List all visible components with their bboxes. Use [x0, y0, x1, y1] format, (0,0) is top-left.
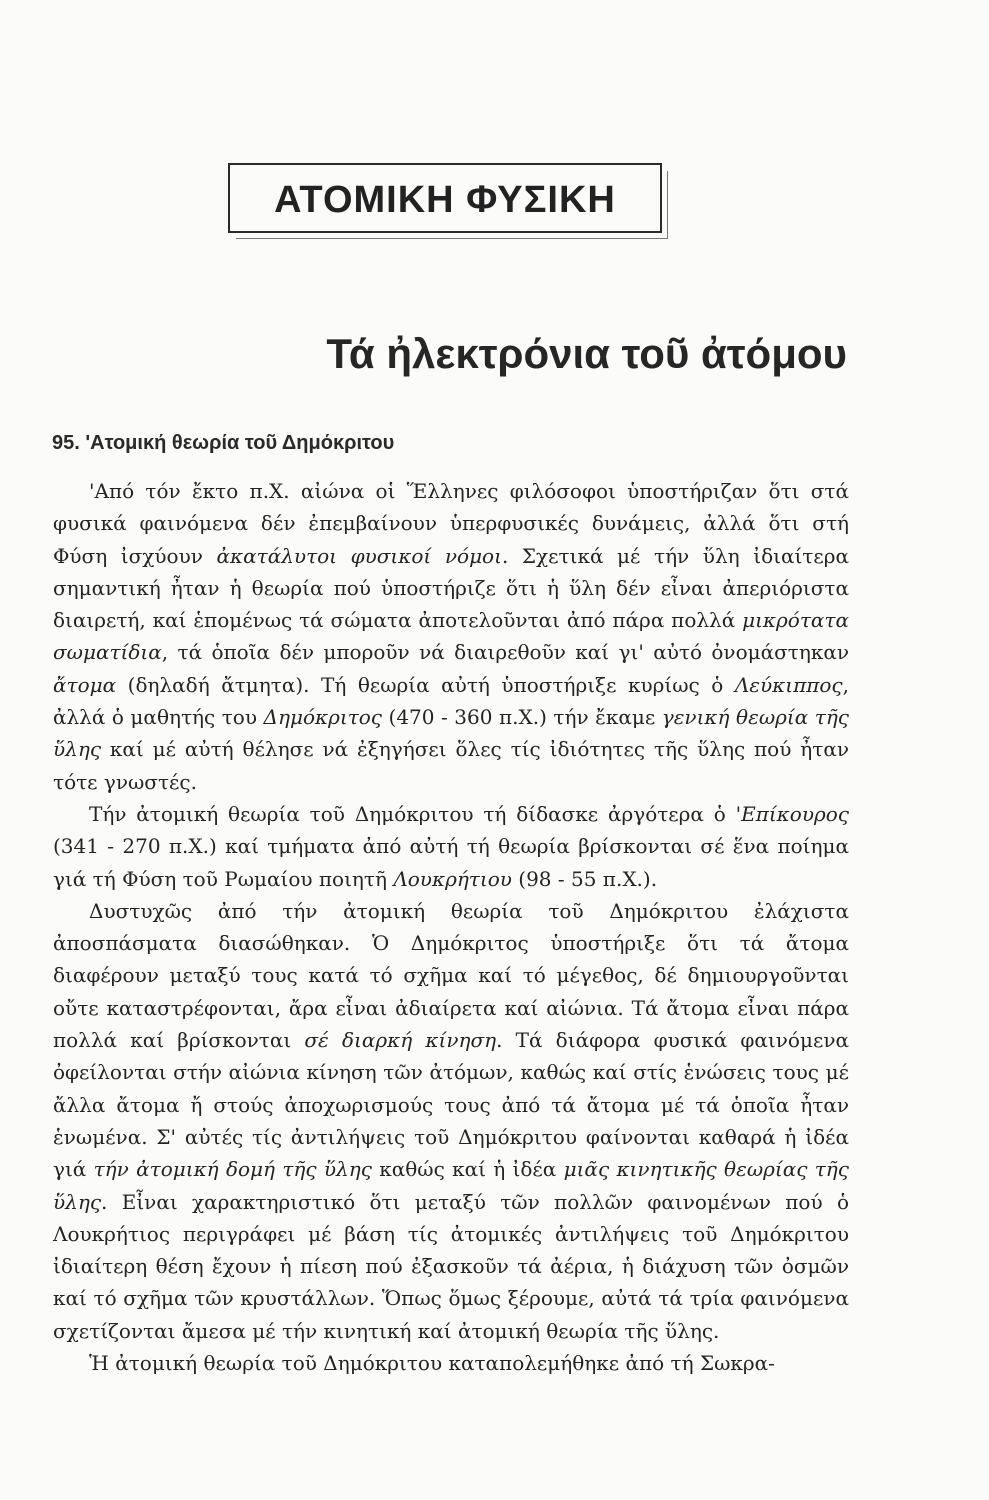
italic-term: ἀκατάλυτοι φυσικοί νόμοι — [216, 543, 502, 568]
body-text — [53, 475, 849, 1379]
italic-term: γενική θεωρία τῆς ὕλης — [53, 705, 850, 762]
italic-term: Λουκρήτιου — [393, 866, 512, 891]
body-paragraph — [53, 895, 849, 1347]
text-run: (341 - 270 π.Χ.) καί τμήματα ἀπό αὐτή τή θεωρία βρίσκονται σέ ἕνα ποίημα γιά τή Φύση τοῦ Ρωμαίου ποιητῆ — [53, 834, 849, 891]
subsection-title: 'Ατομική θεωρία τοῦ Δημόκριτου — [85, 432, 395, 454]
text-run: Δυστυχῶς ἀπό τήν ἀτομική θεωρία τοῦ Δημόκριτου ἐλάχιστα ἀποσπάσματα διασώθηκαν. Ὁ Δημόκριτος ὑποστήριξε ὅτι τά ἄτομα διαφέρουν μεταξύ τους κατά τό σχῆμα καί τό μέγεθος, δέ δημιουργοῦνται οὔτε καταστρέφονται, ἄρα εἶναι ἀδιαίρετα καί αἰώνια. Τά ἄτομα εἶναι πάρα πολλά καί βρίσκονται — [53, 898, 849, 1053]
italic-term: Λεύκιππος — [734, 672, 843, 697]
text-run: καθώς καί ἡ ἰδέα — [371, 1157, 564, 1182]
text-run: Τήν ἀτομική θεωρία τοῦ Δημόκριτου τή δίδασκε ἀργότερα ὁ — [89, 801, 736, 826]
body-paragraph — [53, 1347, 849, 1379]
chapter-title-box — [228, 163, 662, 233]
text-run: 'Από τόν ἔκτο π.Χ. αἰώνα οἱ Ἕλληνες φιλόσοφοι ὑποστήριζαν ὅτι στά φυσικά φαινόμενα δέν ἐπεμβαίνουν ὑπερφυσικές δυνάμεις, ἀλλά ὅτι στή Φύση ἰσχύουν — [53, 479, 849, 568]
body-paragraph — [53, 475, 849, 798]
subsection-number: 95. — [52, 432, 80, 454]
text-run: (470 - 360 π.Χ.) τήν ἔκαμε — [382, 705, 662, 730]
chapter-title: ΑΤΟΜΙΚΗ ΦΥΣΙΚΗ — [274, 179, 616, 221]
subsection-heading — [52, 432, 394, 455]
text-run: καί μέ αὐτή θέλησε νά ἐξηγήσει ὅλες τίς ἰδιότητες τῆς ὕλης πού ἦταν τότε γνωστές. — [53, 737, 849, 794]
text-run: (98 - 55 π.Χ.). — [511, 866, 658, 891]
italic-term: ἄτομα — [53, 672, 117, 697]
text-run: . Σχετικά μέ τήν ὕλη ἰδιαίτερα σημαντική ἦταν ἡ θεωρία πού ὑποστήριζε ὅτι ἡ ὕλη δέν εἶναι ἀπεριόριστα διαιρετή, καί ἑπομένως τά σώματα ἀποτελοῦνται ἀπό πάρα πολλά — [53, 543, 849, 633]
text-run: . Εἶναι χαρακτηριστικό ὅτι μεταξύ τῶν πολλῶν φαινομένων πού ὁ Λουκρήτιος περιγράφει μέ βάση τίς ἀτομικές ἀντιλήψεις τοῦ Δημόκριτου ἰδιαίτερη θέση ἔχουν ἡ πίεση πού ἐξασκοῦν τά ἀέρια, ἡ διάχυση τῶν ὀσμῶν καί τό σχῆμα τῶν κρυστάλλων. Ὅπως ὅμως ξέρουμε, αὐτά τά τρία φαινόμενα σχετίζονται ἄμεσα μέ τήν κινητική καί ἀτομική θεωρία τῆς ὕλης. — [53, 1189, 849, 1343]
italic-term: μιᾶς κινητικῆς θεωρίας τῆς ὕλης — [53, 1157, 849, 1214]
section-title: Τά ἠλεκτρόνια τοῦ ἀτόμου — [326, 330, 847, 377]
italic-term: τήν ἀτομική δομή τῆς ὕλης — [93, 1157, 372, 1182]
text-run: . Τά διάφορα φυσικά φαινόμενα ὀφείλονται στήν αἰώνια κίνηση τῶν ἀτόμων, καθώς καί στίς ἑνώσεις τους μέ ἄλλα ἄτομα ἤ στούς ἀποχωρισμούς τους ἀπό τά ἄτομα μέ τά ὁποῖα ἦταν ἑνωμένα. Σ' αὐτές τίς ἀντιλήψεις τοῦ Δημόκριτου φαίνονται καθαρά ἡ ἰδέα γιά — [53, 1028, 849, 1182]
text-run: , τά ὁποῖα δέν μποροῦν νά διαιρεθοῦν καί γι' αὐτό ὀνομάστηκαν — [161, 640, 849, 665]
italic-term: σέ διαρκή κίνηση — [304, 1028, 497, 1053]
italic-term: μικρότατα σωματίδια — [53, 608, 849, 665]
body-paragraph — [53, 798, 849, 895]
text-run: Ἡ ἀτομική θεωρία τοῦ Δημόκριτου καταπολεμήθηκε ἀπό τή Σωκρα- — [89, 1351, 775, 1376]
italic-term: 'Επίκουρος — [735, 801, 849, 826]
text-run: (δηλαδή ἄτμητα). Τή θεωρία αὐτή ὑποστήριξε κυρίως ὁ — [116, 672, 735, 697]
italic-term: Δημόκριτος — [263, 705, 383, 730]
text-run: , ἀλλά ὁ μαθητής του — [53, 672, 849, 730]
